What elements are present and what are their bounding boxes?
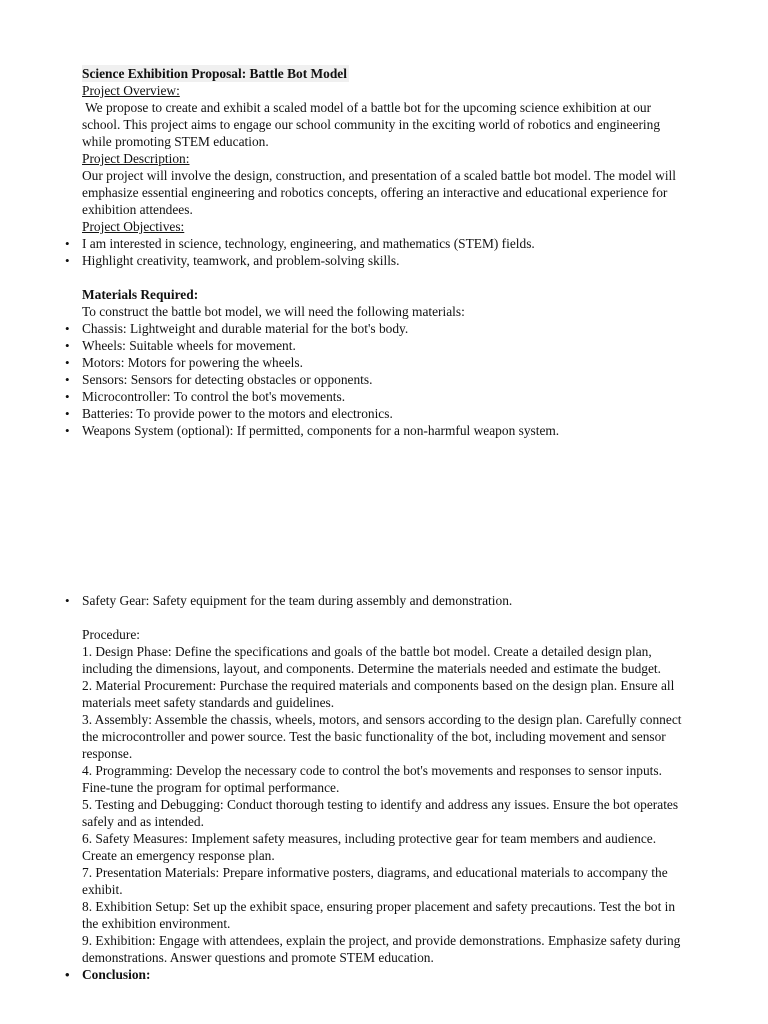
procedure-line: the microcontroller and power source. Test the basic functionality of the bot, including movement and sensor bbox=[82, 729, 666, 744]
bullet-icon: • bbox=[65, 389, 70, 404]
list-item: • Highlight creativity, teamwork, and problem-solving skills. bbox=[65, 253, 400, 268]
procedure-line: Create an emergency response plan. bbox=[82, 848, 275, 863]
list-item: • Safety Gear: Safety equipment for the team during assembly and demonstration. bbox=[65, 593, 513, 608]
overview-heading: Project Overview: bbox=[82, 83, 180, 98]
procedure-line: 6. Safety Measures: Implement safety measures, including protective gear for team members and audience. bbox=[82, 831, 657, 846]
procedure-line: 2. Material Procurement: Purchase the required materials and components based on the design plan. Ensure all bbox=[82, 678, 675, 693]
procedure-line: 7. Presentation Materials: Prepare informative posters, diagrams, and educational materials to accompany the bbox=[82, 865, 668, 880]
description-heading: Project Description: bbox=[82, 151, 190, 166]
document-page bbox=[65, 65, 712, 983]
objectives-list bbox=[65, 235, 712, 269]
description-line-3: exhibition attendees. bbox=[82, 202, 193, 217]
description-line-2: emphasize essential engineering and robotics concepts, offering an interactive and educational experience for bbox=[82, 185, 668, 200]
procedure-heading: Procedure: bbox=[82, 627, 141, 642]
bullet-icon: • bbox=[65, 967, 70, 982]
procedure-line: response. bbox=[82, 746, 133, 761]
list-item: • Weapons System (optional): If permitted, components for a non-harmful weapon system. bbox=[65, 423, 560, 438]
list-item: • Batteries: To provide power to the motors and electronics. bbox=[65, 406, 393, 421]
procedure-line: materials meet safety standards and guidelines. bbox=[82, 695, 335, 710]
procedure-line: demonstrations. Answer questions and promote STEM education. bbox=[82, 950, 434, 965]
materials-heading: Materials Required: bbox=[82, 287, 199, 302]
overview-line-3: while promoting STEM education. bbox=[82, 134, 269, 149]
procedure-line: the exhibition environment. bbox=[82, 916, 231, 931]
procedure-line: 3. Assembly: Assemble the chassis, wheels, motors, and sensors according to the design plan. Carefully connect bbox=[82, 712, 682, 727]
conclusion-heading: Conclusion: bbox=[82, 967, 151, 982]
procedure-line: exhibit. bbox=[82, 882, 123, 897]
procedure-line: 5. Testing and Debugging: Conduct thorough testing to identify and address any issues. Ensure the bot operates bbox=[82, 797, 679, 812]
bullet-icon: • bbox=[65, 253, 70, 268]
description-line-1: Our project will involve the design, construction, and presentation of a scaled battle bot model. The model will bbox=[82, 168, 676, 183]
list-item: • Wheels: Suitable wheels for movement. bbox=[65, 338, 296, 353]
list-item: • Motors: Motors for powering the wheels. bbox=[65, 355, 303, 370]
objectives-heading: Project Objectives: bbox=[82, 219, 185, 234]
overview-line-2: school. This project aims to engage our school community in the exciting world of robotics and engineering bbox=[82, 117, 661, 132]
list-item bbox=[65, 966, 712, 983]
procedure-line: 8. Exhibition Setup: Set up the exhibit space, ensuring proper placement and safety precautions. Test the bot in bbox=[82, 899, 676, 914]
procedure-line: 4. Programming: Develop the necessary code to control the bot's movements and responses to sensor inputs. bbox=[82, 763, 662, 778]
procedure-line: 9. Exhibition: Engage with attendees, explain the project, and provide demonstrations. Emphasize safety during bbox=[82, 933, 681, 948]
list-item: • Chassis: Lightweight and durable material for the bot's body. bbox=[65, 321, 409, 336]
procedure-section bbox=[82, 626, 712, 966]
bullet-icon: • bbox=[65, 338, 70, 353]
bullet-icon: • bbox=[65, 355, 70, 370]
list-item: • Sensors: Sensors for detecting obstacles or opponents. bbox=[65, 372, 373, 387]
bullet-icon: • bbox=[65, 321, 70, 336]
bullet-icon: • bbox=[65, 423, 70, 438]
procedure-line: safely and as intended. bbox=[82, 814, 204, 829]
bullet-icon: • bbox=[65, 406, 70, 421]
procedure-line: 1. Design Phase: Define the specifications and goals of the battle bot model. Create a detailed design plan, bbox=[82, 644, 652, 659]
bullet-icon: • bbox=[65, 372, 70, 387]
conclusion-list bbox=[65, 966, 712, 983]
materials-intro: To construct the battle bot model, we will need the following materials: bbox=[82, 304, 465, 319]
list-item: • I am interested in science, technology, engineering, and mathematics (STEM) fields. bbox=[65, 236, 535, 251]
bullet-icon: • bbox=[65, 593, 70, 608]
procedure-line: including the dimensions, layout, and components. Determine the materials needed and estimate the budget. bbox=[82, 661, 661, 676]
list-item: • Microcontroller: To control the bot's movements. bbox=[65, 389, 346, 404]
document-title: Science Exhibition Proposal: Battle Bot Model bbox=[82, 66, 347, 81]
procedure-line: Fine-tune the program for optimal performance. bbox=[82, 780, 340, 795]
bullet-icon: • bbox=[65, 236, 70, 251]
safety-gear-list bbox=[65, 592, 712, 609]
overview-line-1: We propose to create and exhibit a scaled model of a battle bot for the upcoming science exhibition at our bbox=[82, 100, 652, 115]
materials-list bbox=[65, 320, 712, 439]
